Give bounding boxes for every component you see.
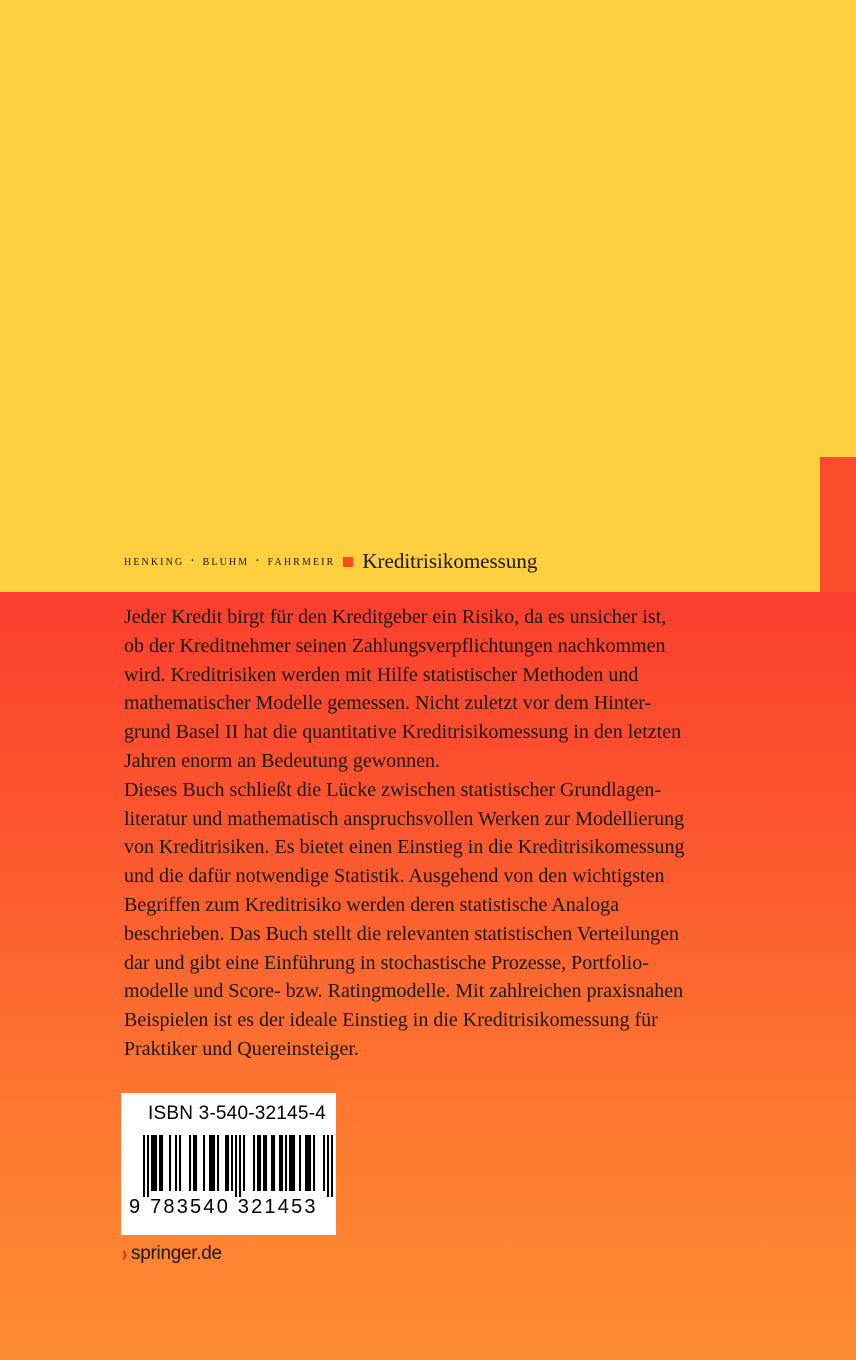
barcode-bar (285, 1135, 287, 1191)
barcode-bar (189, 1135, 191, 1191)
barcode-bar (203, 1135, 205, 1191)
barcode-bar (217, 1135, 219, 1191)
barcode-bar (211, 1135, 213, 1191)
barcode-bar (147, 1135, 149, 1197)
barcode-bar (307, 1135, 309, 1191)
barcode-bar (235, 1135, 237, 1197)
barcode-bar (309, 1135, 311, 1191)
barcode-bar (213, 1135, 215, 1191)
barcode-bar (225, 1135, 227, 1191)
barcode-bar (193, 1135, 195, 1191)
barcode-bar (323, 1135, 325, 1191)
barcode-bar (289, 1135, 291, 1191)
barcode-bar (143, 1135, 145, 1197)
barcode-bar (179, 1135, 181, 1191)
isbn-label: ISBN 3-540-32145-4 (148, 1103, 326, 1124)
barcode-bar (231, 1135, 233, 1191)
barcode-bar (299, 1135, 301, 1191)
separator-square-icon (343, 557, 353, 567)
barcode-bar (239, 1135, 241, 1197)
barcode-bar (327, 1135, 329, 1197)
barcode-bar (271, 1135, 273, 1191)
barcode-bar (253, 1135, 255, 1191)
barcode-bar (175, 1135, 177, 1191)
barcode-bar (257, 1135, 259, 1191)
barcode-bar (227, 1135, 229, 1191)
barcode-bar (153, 1135, 155, 1191)
authors: henking · bluhm · fahrmeir (124, 552, 336, 569)
barcode-bar (151, 1135, 153, 1191)
barcode-bar (313, 1135, 315, 1191)
barcode-bar (281, 1135, 283, 1191)
isbn-barcode-box (121, 1093, 336, 1235)
barcode-bar (243, 1135, 245, 1191)
barcode-bar (155, 1135, 157, 1191)
barcode-bars (143, 1135, 333, 1197)
barcode-bar (305, 1135, 307, 1191)
publisher-link[interactable] (121, 1240, 222, 1268)
barcode-bar (331, 1135, 333, 1197)
cover-top-band (0, 0, 856, 592)
blurb-paragraph-2: Dieses Buch schließt die Lücke zwischen statistischer Grundlagen- literatur und mathematisch anspruchsvollen Werken zur Modellierung von Kreditrisiken. Es bietet einen Einstieg in die Kreditrisikomessung und die dafür notwendige Statistik. Ausgehend von den wichtigsten Begriffen zum Kreditrisiko werden deren statistische Analoga beschrieben. Das Buch stellt die relevanten statistischen Verteilungen dar und gibt eine Einführung in stochastische Prozesse, Portfolio- modelle und Score- bzw. Ratingmodelle. Mit zahlreichen praxisnahen Beispielen ist es der ideale Einstieg in die Kreditrisikomessung für Praktiker und Quereinsteiger. (124, 778, 685, 1060)
book-title: Kreditrisikomessung (362, 548, 538, 573)
barcode-bar (265, 1135, 267, 1191)
blurb (124, 603, 784, 1064)
cover-side-tab (820, 457, 856, 592)
chevron-right-icon: › (122, 1241, 127, 1266)
barcode-bar (291, 1135, 293, 1191)
blurb-paragraph-1: Jeder Kredit birgt für den Kreditgeber ein Risiko, da es unsicher ist, ob der Kreditnehmer seinen Zahlungsverpflichtungen nachkommen wird. Kreditrisiken werden mit Hilfe statistischer Methoden und mathematischer Modelle gemessen. Nicht zuletzt vor dem Hinter- grund Basel II hat die quantitative Kreditrisikomessung in den letzten Jahren enorm an Bedeutung gewonnen. (124, 606, 682, 772)
barcode-bar (273, 1135, 275, 1191)
barcode-bar (279, 1135, 281, 1191)
publisher-url: springer.de (131, 1243, 222, 1264)
barcode-bar (161, 1135, 163, 1191)
barcode-bar (169, 1135, 171, 1191)
barcode-bar (263, 1135, 265, 1191)
author-title-line (124, 546, 537, 576)
barcode-digits: 9 783540 321453 (129, 1196, 318, 1218)
barcode-bar (293, 1135, 295, 1191)
barcode-bar (159, 1135, 161, 1191)
barcode-bar (195, 1135, 197, 1191)
barcode-bar (209, 1135, 211, 1191)
barcode-bar (259, 1135, 261, 1191)
